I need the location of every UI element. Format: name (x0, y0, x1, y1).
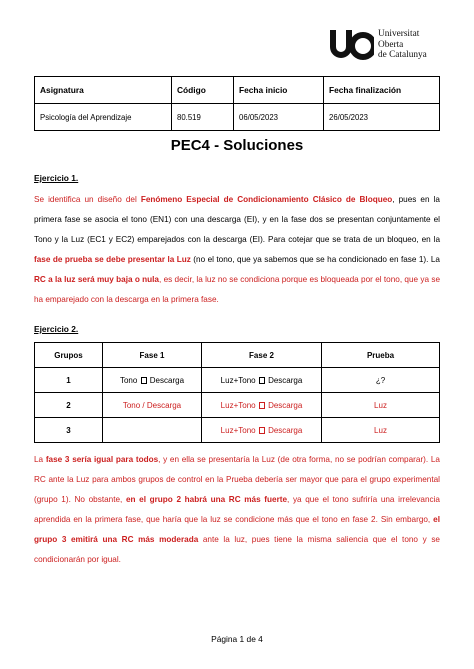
row1-fase1-a: Tono (119, 375, 138, 385)
e2-s3: , y en ella se presentaría la Luz (de otra forma, no se podrían comparar). La RC ante la Luz para ambos grupos de control en la Prueba debería ser mayor que para el grupo experimental (grupo 1). No obstante, (34, 455, 440, 504)
e1-s7: , es decir, la luz no se condiciona porque es bloqueada por el tono, que ya se ha emparejado con la descarga en la primera fase. (34, 275, 440, 304)
header-grupos: Grupos (35, 343, 103, 368)
row1-fase1 (103, 368, 202, 393)
row1-grupo: 1 (35, 368, 103, 393)
header-fase1: Fase 1 (103, 343, 202, 368)
header-prueba: Prueba (322, 343, 440, 368)
info-value-row (35, 104, 440, 131)
table-row (35, 418, 440, 443)
logo-wordmark (378, 29, 427, 61)
page-title: PEC4 - Soluciones (170, 137, 304, 154)
missing-glyph-icon (141, 377, 147, 384)
groups-header-row (35, 343, 440, 368)
e2-s6: el grupo 3 emitirá una RC más moderada (34, 515, 440, 544)
table-row (35, 393, 440, 418)
e2-s2: fase 3 sería igual para todos (45, 455, 159, 464)
info-header-row (35, 77, 440, 104)
row2-prueba: Luz (322, 393, 440, 418)
logo-line2: Oberta (378, 39, 404, 50)
row1-fase2-b: Descarga (268, 375, 303, 385)
value-asignatura: Psicología del Aprendizaje (35, 104, 172, 131)
row3-prueba: Luz (322, 418, 440, 443)
value-codigo: 80.519 (172, 104, 234, 131)
row2-fase2 (202, 393, 322, 418)
row2-fase1: Tono / Descarga (103, 393, 202, 418)
ejercicio2-heading: Ejercicio 2. (34, 324, 79, 334)
e1-s4: fase de prueba se debe presentar la Luz (34, 255, 191, 264)
e1-s5: (no el tono, que ya sabemos que se ha condicionado en fase 1). La (190, 255, 440, 264)
row3-grupo: 3 (35, 418, 103, 443)
e1-s6: RC a la luz será muy baja o nula (34, 275, 159, 284)
row2-fase2-b: Descarga (268, 400, 303, 410)
logo-line1: Universitat (378, 29, 420, 39)
row1-prueba: ¿? (322, 368, 440, 393)
e2-s1: La (34, 455, 46, 464)
missing-glyph-icon (259, 377, 265, 384)
ejercicio1-heading: Ejercicio 1. (34, 173, 79, 183)
ejercicio1-paragraph (34, 190, 440, 310)
table-row (35, 368, 440, 393)
row1-fase1-b: Descarga (149, 375, 185, 385)
groups-table (34, 342, 440, 443)
header-codigo: Código (172, 77, 234, 104)
course-info-table (34, 76, 440, 131)
header-fecha-finalizacion: Fecha finalización (324, 77, 440, 104)
ejercicio2-paragraph (34, 450, 440, 570)
e1-s1: Se identifica un diseño del (34, 195, 141, 204)
header-fase2: Fase 2 (202, 343, 322, 368)
e2-s4: en el grupo 2 habrá una RC más fuerte (125, 495, 288, 504)
e1-s2: Fenómeno Especial de Condicionamiento Clásico de Bloqueo (140, 195, 393, 204)
header-fecha-inicio: Fecha inicio (234, 77, 324, 104)
row3-fase1 (103, 418, 202, 443)
e2-s5: , ya que el tono sufriría una irrelevancia aprendida en la primera fase, que haría que la luz se condicione más que el tono en fase 2. Sin embargo, (34, 495, 440, 524)
row1-fase2-a: Luz+Tono (220, 375, 256, 385)
value-fecha-inicio: 06/05/2023 (234, 104, 324, 131)
row2-fase2-a: Luz+Tono (220, 400, 256, 410)
row3-fase2-a: Luz+Tono (220, 425, 256, 435)
row3-fase2-b: Descarga (268, 425, 303, 435)
missing-glyph-icon (259, 402, 265, 409)
row3-fase2 (202, 418, 322, 443)
header-asignatura: Asignatura (35, 77, 172, 104)
missing-glyph-icon (259, 427, 265, 434)
value-fecha-finalizacion: 26/05/2023 (324, 104, 440, 131)
uoc-logo (330, 28, 445, 70)
uoc-logo-icon (330, 30, 374, 62)
e1-s3: , pues en la primera fase se asocia el tono (EN1) con una descarga (EI), y en la fase dos se presentan conjuntamente el Tono y la Luz (EC1 y EC2) emparejados con la descarga (EI). Para cotejar que se trata de un bloqueo, en la (34, 195, 440, 244)
logo-line3: de Catalunya (378, 50, 427, 61)
e2-s7: ante la luz, pues tiene la misma saliencia que el tono y se condicionarán por igual. (34, 535, 440, 564)
row2-grupo: 2 (35, 393, 103, 418)
row1-fase2 (202, 368, 322, 393)
page-number: Página 1 de 4 (211, 634, 263, 644)
